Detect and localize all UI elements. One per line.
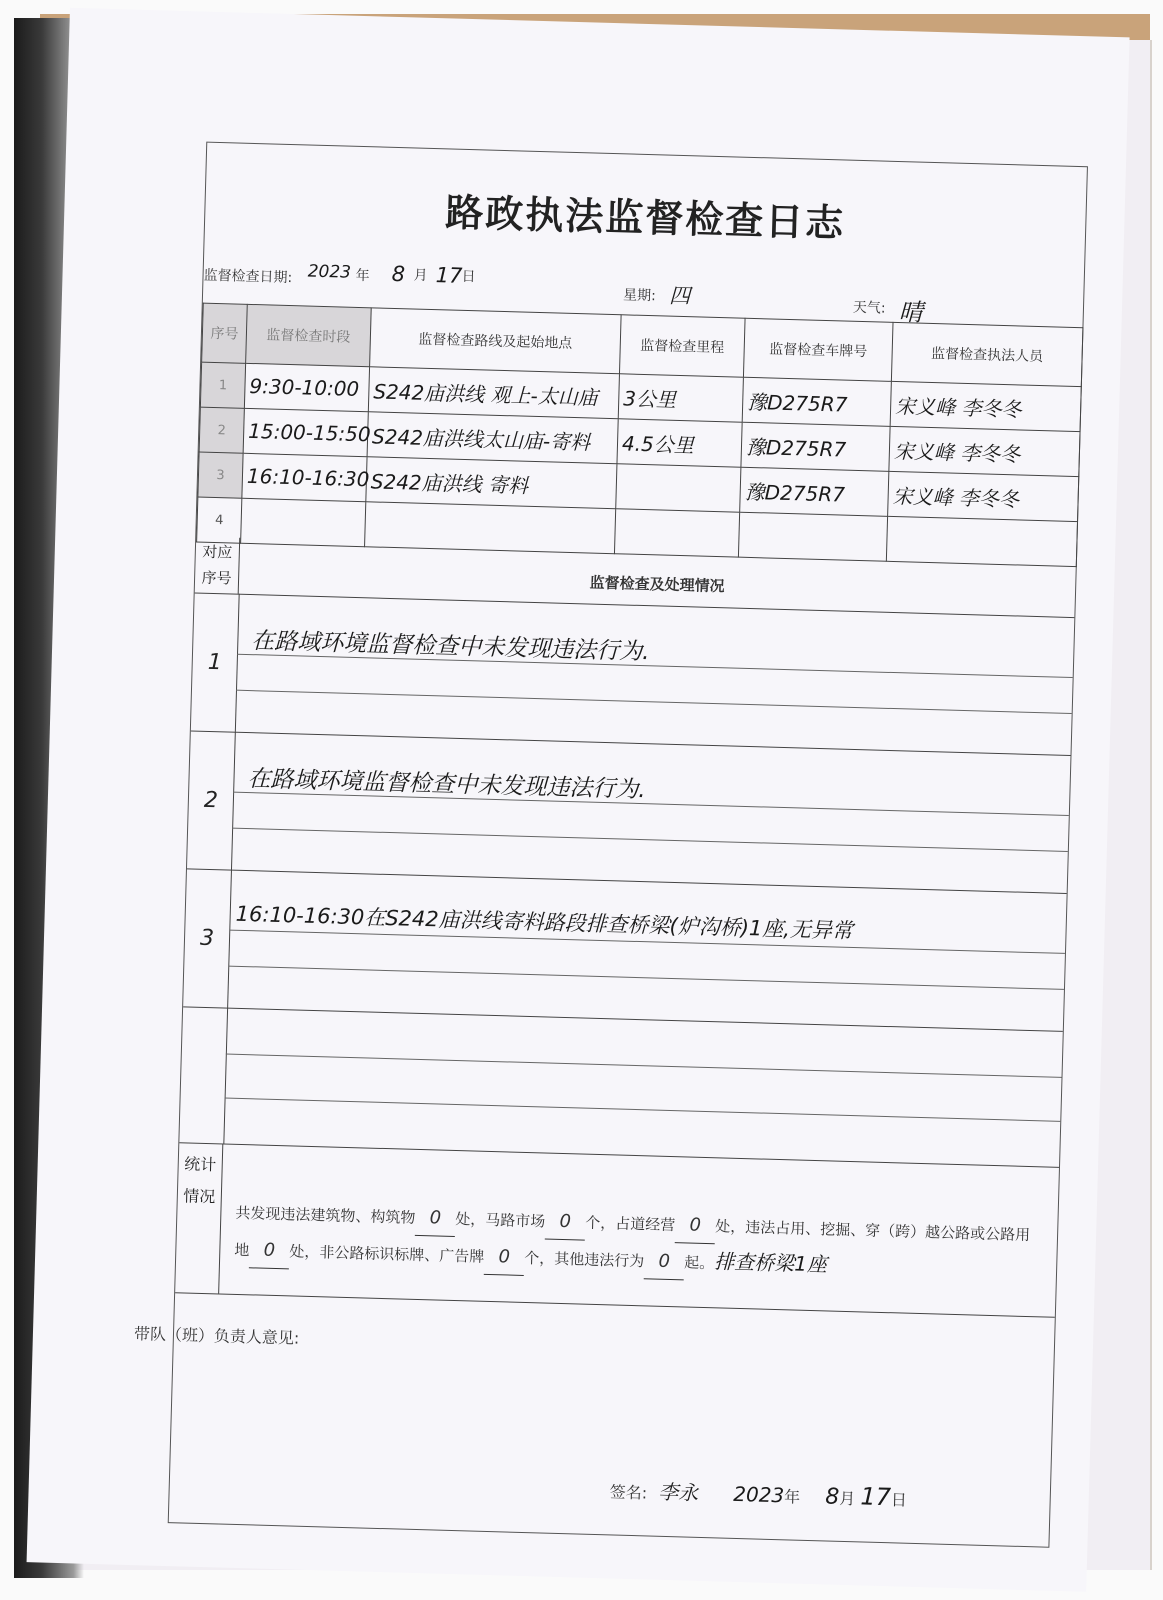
ruled-line bbox=[237, 654, 1073, 678]
date-year-suffix: 年 bbox=[355, 267, 370, 285]
section-title: 监督检查及处理情况 bbox=[589, 573, 725, 596]
weather-label: 天气: bbox=[852, 299, 886, 317]
entry-text: 16:10-16:30在S242庙洪线寄料路段排查桥梁(炉沟桥)1座,无异常 bbox=[235, 901, 854, 944]
date-month: 8 bbox=[391, 261, 406, 287]
corr-label: 对应序号 bbox=[195, 537, 241, 594]
col-header: 监督检查里程 bbox=[619, 315, 745, 377]
statistics-section bbox=[175, 1142, 1059, 1318]
entry-text: 在路域环境监督检查中未发现违法行为. bbox=[251, 628, 650, 666]
log-form bbox=[133, 142, 1088, 1548]
stats-text: 个，其他违法行为 bbox=[524, 1248, 645, 1271]
count-illegal-use: 0 bbox=[249, 1233, 290, 1269]
row-plate: 豫D275R7 bbox=[741, 422, 890, 471]
date-day-suffix: 日 bbox=[461, 268, 476, 286]
stats-text: 起。 bbox=[683, 1253, 715, 1273]
col-header: 监督检查路线及起始地点 bbox=[370, 308, 622, 374]
ruled-line bbox=[228, 966, 1064, 990]
row-mileage: 3公里 bbox=[618, 374, 743, 422]
col-header: 监督检查执法人员 bbox=[891, 322, 1083, 386]
entry-block bbox=[183, 868, 1067, 1032]
row-route: S242庙洪线 观上-太山庙 bbox=[368, 367, 619, 419]
entry-block bbox=[179, 1006, 1062, 1168]
row-mileage: 4.5公里 bbox=[617, 419, 742, 467]
count-other: 0 bbox=[644, 1244, 685, 1280]
stats-text: 处，非公路标识标牌、广告牌 bbox=[289, 1242, 485, 1266]
row-staff: 宋义峰 李冬冬 bbox=[888, 471, 1079, 521]
row-staff: 宋义峰 李冬冬 bbox=[890, 381, 1081, 431]
form-title: 路政执法监督检查日志 bbox=[444, 189, 846, 246]
weekday-label: 星期: bbox=[622, 287, 657, 305]
stats-text: 处，违法占用、挖掘、穿（跨）越公路或公路用地 bbox=[234, 1217, 1031, 1260]
ruled-line bbox=[232, 828, 1068, 852]
sign-month-suffix: 月 bbox=[839, 1488, 856, 1509]
sign-day: 17 bbox=[860, 1482, 892, 1512]
schedule-table bbox=[196, 303, 1083, 568]
date-month-suffix: 月 bbox=[413, 267, 428, 284]
sign-day-suffix: 日 bbox=[890, 1490, 908, 1510]
row-index: 4 bbox=[197, 497, 242, 543]
sign-month: 8 bbox=[824, 1484, 840, 1510]
row-index: 3 bbox=[198, 452, 243, 498]
stats-text: 处，马路市场 bbox=[455, 1210, 546, 1231]
row-route: S242庙洪线太山庙-寄料 bbox=[367, 412, 618, 464]
leader-opinion-section bbox=[133, 1292, 1055, 1546]
row-staff: 宋义峰 李冬冬 bbox=[889, 426, 1080, 476]
stats-text: 个，占道经营 bbox=[585, 1213, 676, 1235]
count-road-business: 0 bbox=[675, 1208, 716, 1244]
stats-label: 统计情况 bbox=[175, 1142, 223, 1293]
form-sheet bbox=[27, 8, 1130, 1592]
date-day: 17 bbox=[435, 263, 463, 288]
ruled-line bbox=[233, 792, 1069, 816]
entry-block bbox=[187, 730, 1071, 894]
date-label: 监督检查日期: bbox=[203, 267, 293, 287]
count-buildings: 0 bbox=[415, 1201, 456, 1237]
leader-label: 带队（班）负责人意见: bbox=[133, 1324, 300, 1348]
ruled-line bbox=[226, 1054, 1062, 1078]
stats-body bbox=[234, 1196, 1036, 1290]
count-signs: 0 bbox=[484, 1240, 525, 1276]
entry-number bbox=[179, 1006, 228, 1143]
weather-value: 晴 bbox=[898, 298, 924, 327]
stats-extra-note: 排查桥梁1座 bbox=[713, 1249, 828, 1277]
row-index: 2 bbox=[199, 407, 244, 453]
col-header: 序号 bbox=[202, 303, 248, 363]
row-mileage bbox=[616, 464, 741, 512]
signature-line bbox=[609, 1474, 907, 1511]
row-time: 9:30-10:00 bbox=[244, 363, 369, 411]
entry-number: 2 bbox=[187, 730, 236, 869]
sign-name: 李永 bbox=[657, 1479, 699, 1505]
stats-text: 共发现违法建筑物、构筑物 bbox=[235, 1203, 416, 1227]
ruled-line bbox=[225, 1098, 1061, 1122]
date-year: 2023 bbox=[307, 261, 352, 283]
row-time: 15:00-15:50 bbox=[243, 408, 368, 456]
sign-year: 2023 bbox=[733, 1481, 785, 1508]
row-route: S242庙洪线 寄料 bbox=[366, 457, 617, 509]
weekday-value: 四 bbox=[668, 283, 691, 309]
row-plate: 豫D275R7 bbox=[740, 467, 889, 516]
count-markets: 0 bbox=[545, 1205, 586, 1241]
sign-label: 签名: bbox=[609, 1482, 648, 1503]
col-header: 监督检查时段 bbox=[246, 304, 372, 366]
entry-number: 1 bbox=[191, 592, 240, 731]
row-plate: 豫D275R7 bbox=[742, 377, 891, 426]
ruled-line bbox=[236, 690, 1072, 714]
col-header: 监督检查车牌号 bbox=[743, 318, 893, 381]
entry-block bbox=[191, 592, 1075, 756]
row-time: 16:10-16:30 bbox=[242, 453, 367, 501]
entry-number: 3 bbox=[183, 868, 232, 1007]
entry-text: 在路域环境监督检查中未发现违法行为. bbox=[247, 766, 647, 804]
sign-year-suffix: 年 bbox=[783, 1487, 801, 1507]
row-index: 1 bbox=[200, 362, 245, 408]
